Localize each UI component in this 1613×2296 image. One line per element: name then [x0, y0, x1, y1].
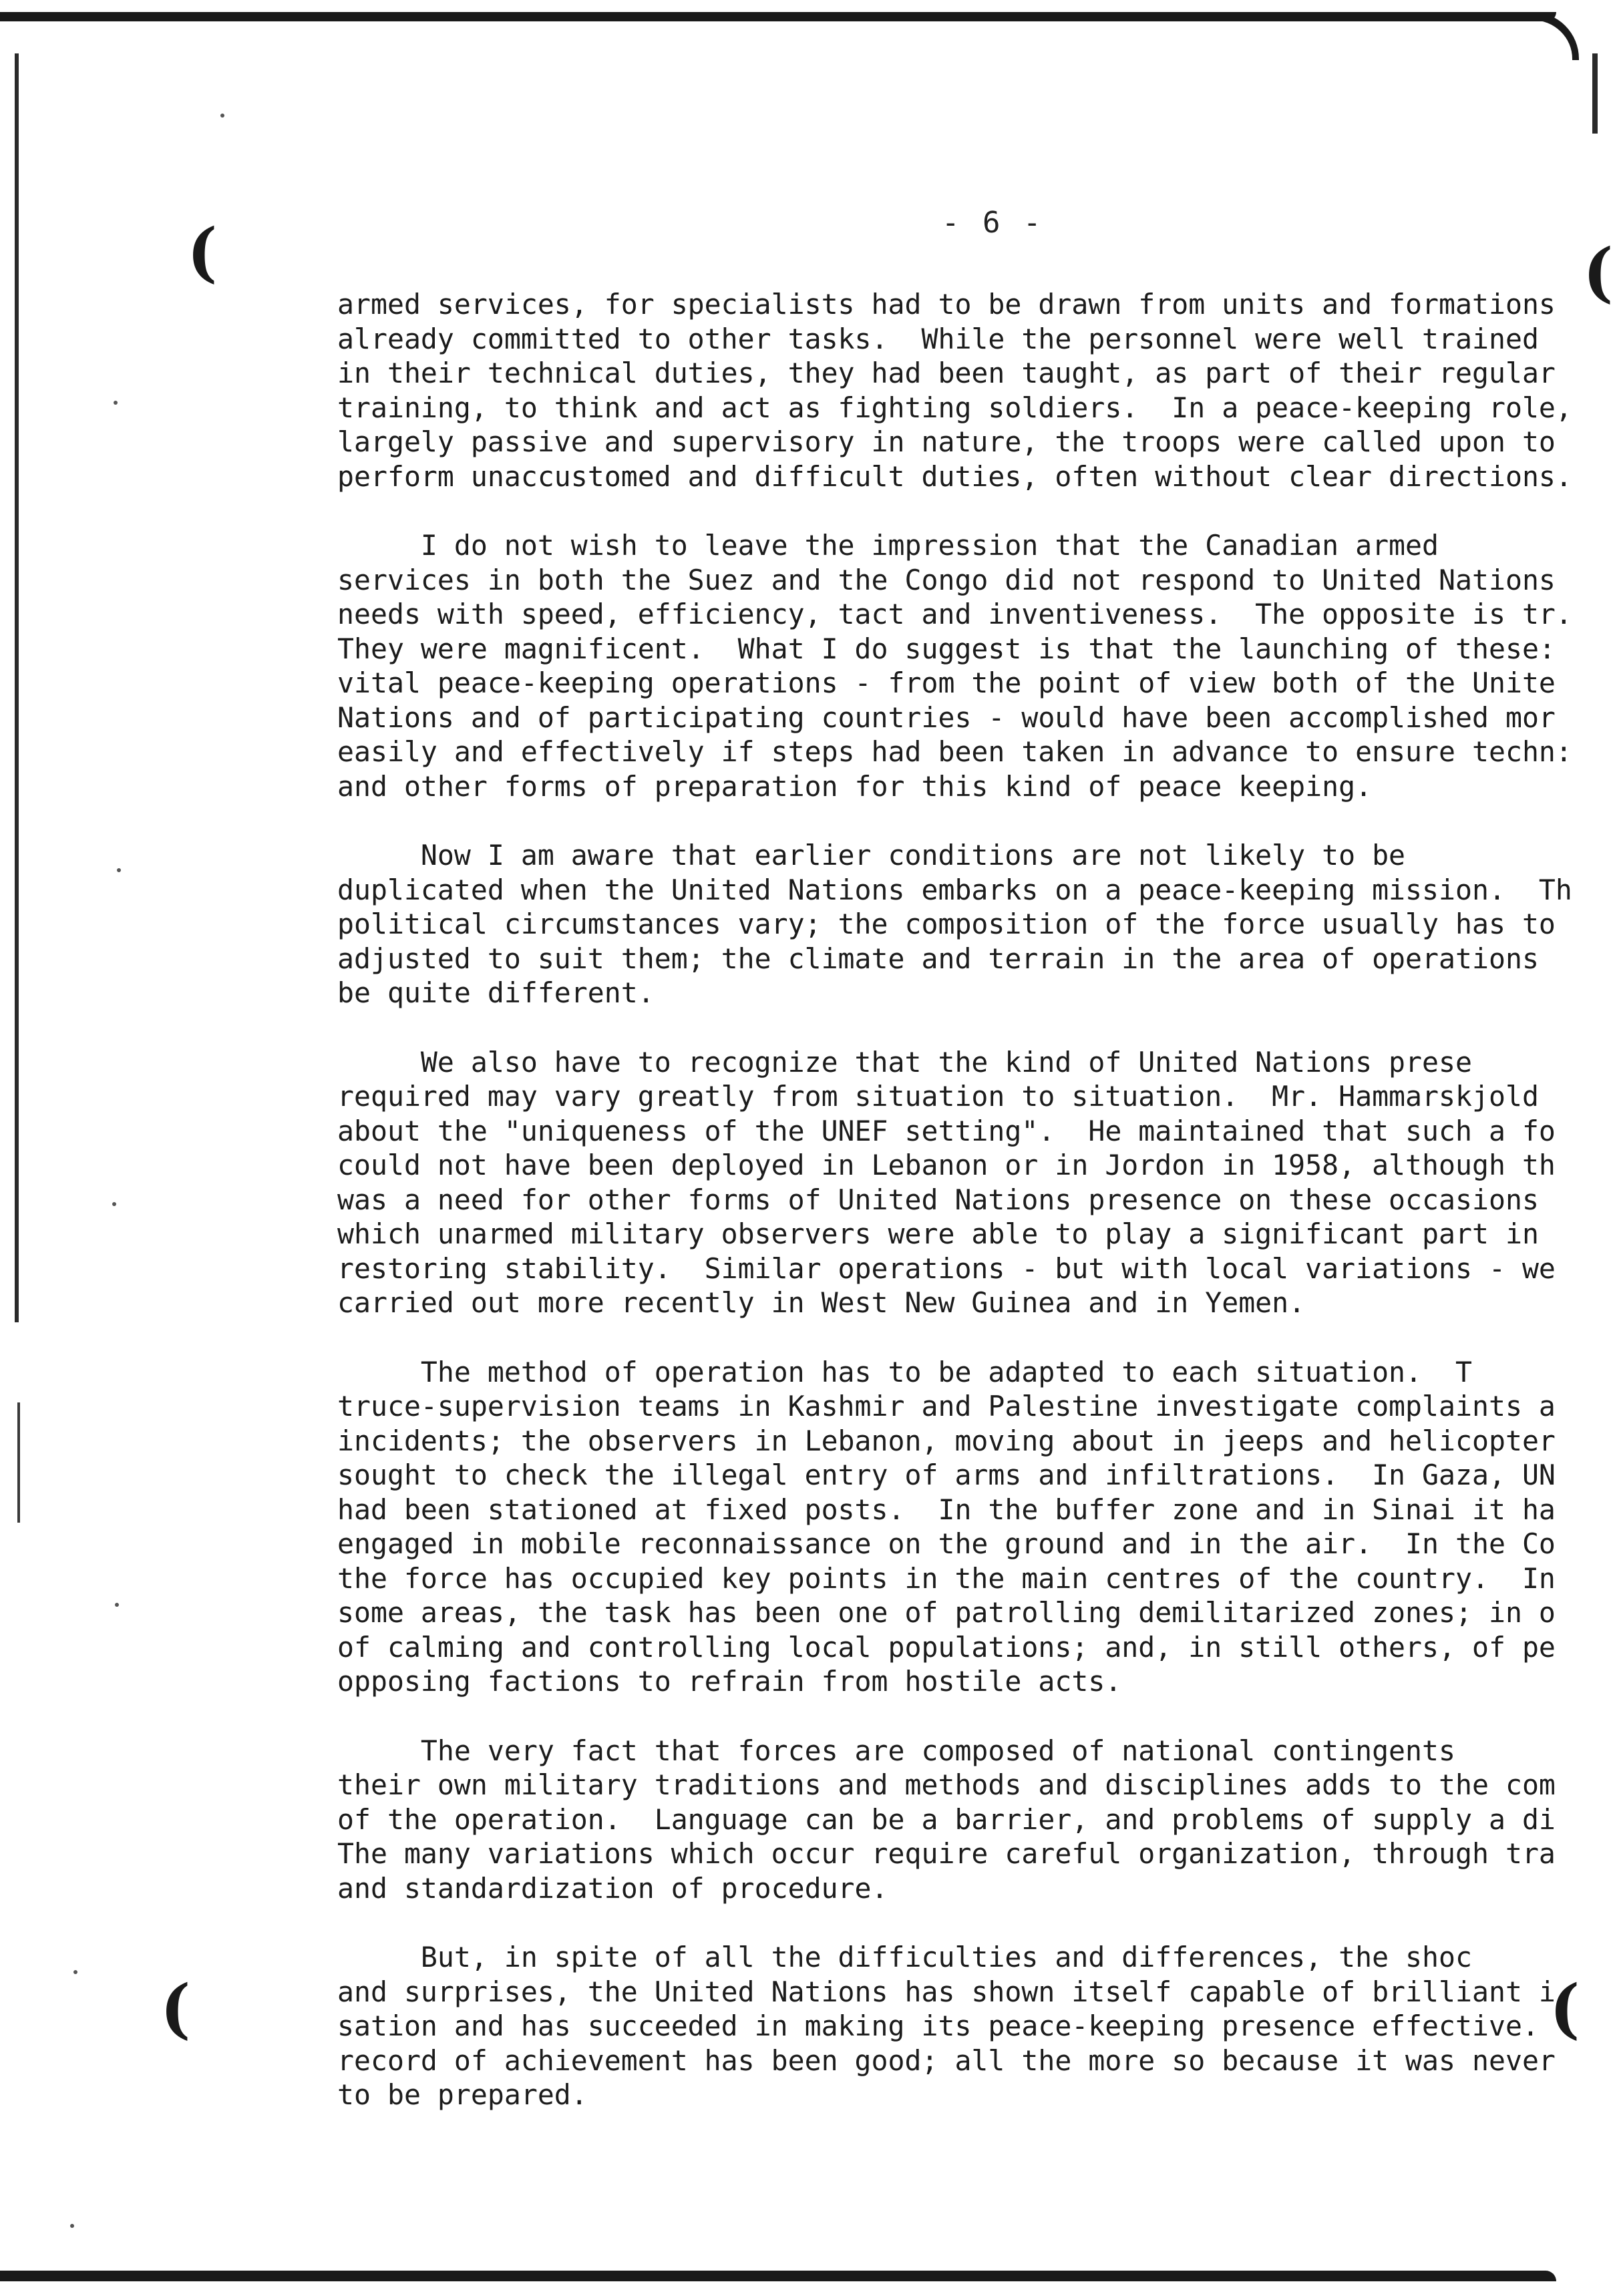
binder-mark: (	[1583, 234, 1613, 310]
text-line: could not have been deployed in Lebanon or in Jordon in 1958, although th	[337, 1149, 1556, 1181]
text-line: needs with speed, efficiency, tact and inventiveness. The opposite is tr.	[337, 598, 1572, 630]
paragraph-gap	[337, 1905, 1606, 1940]
paragraph-gap	[337, 1320, 1606, 1355]
text-line: and standardization of procedure.	[337, 1871, 888, 1905]
text-line: The method of operation has to be adapted to each situation. T	[337, 1355, 1472, 1388]
text-line: incidents; the observers in Lebanon, moving about in jeeps and helicopter	[337, 1424, 1556, 1457]
scan-speck	[73, 1970, 77, 1974]
text-line: The many variations which occur require careful organization, through tra	[337, 1837, 1556, 1870]
text-line: some areas, the task has been one of patrolling demilitarized zones; in o	[337, 1596, 1556, 1629]
paragraph-gap	[337, 494, 1606, 528]
text-line: of calming and controlling local populations; and, in still others, of pe	[337, 1630, 1556, 1664]
paragraph	[337, 1355, 1606, 1699]
text-line: truce-supervision teams in Kashmir and Palestine investigate complaints a	[337, 1390, 1556, 1422]
paragraph-gap	[337, 1010, 1606, 1045]
text-line: to be prepared.	[337, 2078, 588, 2111]
text-line: engaged in mobile reconnaissance on the ground and in the air. In the Co	[337, 1527, 1556, 1560]
text-line: already committed to other tasks. While the personnel were well trained	[337, 322, 1539, 355]
text-line: easily and effectively if steps had been taken in advance to ensure techn:	[337, 735, 1572, 768]
text-line: had been stationed at fixed posts. In the buffer zone and in Sinai it ha	[337, 1493, 1556, 1526]
scan-speck	[70, 2224, 74, 2228]
text-line: But, in spite of all the difficulties and differences, the shoc	[337, 1941, 1472, 1973]
text-line: their own military traditions and methods and disciplines adds to the com	[337, 1768, 1556, 1801]
body-text	[337, 287, 1606, 2112]
text-line: adjusted to suit them; the climate and terrain in the area of operations	[337, 942, 1539, 975]
scan-left-edge-lower	[17, 1402, 20, 1523]
text-line: restoring stability. Similar operations - but with local variations - we	[337, 1252, 1556, 1285]
text-line: services in both the Suez and the Congo did not respond to United Nations	[337, 563, 1556, 596]
text-line: vital peace-keeping operations - from the point of view both of the Unite	[337, 666, 1556, 699]
text-line: training, to think and act as fighting soldiers. In a peace-keeping role,	[337, 391, 1572, 424]
paragraph	[337, 1045, 1606, 1320]
text-line: Now I am aware that earlier conditions are not likely to be	[337, 839, 1406, 872]
paragraph-gap	[337, 803, 1606, 838]
text-line: The very fact that forces are composed of national contingents	[337, 1734, 1456, 1767]
text-line: We also have to recognize that the kind of United Nations prese	[337, 1045, 1472, 1079]
text-line: in their technical duties, they had been taught, as part of their regular	[337, 357, 1556, 389]
text-line: record of achievement has been good; all the more so because it was never	[337, 2044, 1556, 2077]
paragraph	[337, 838, 1606, 1010]
text-line: carried out more recently in West New Guinea and in Yemen.	[337, 1286, 1306, 1319]
text-line: political circumstances vary; the composition of the force usually has to	[337, 908, 1556, 940]
scan-speck	[115, 1603, 119, 1607]
text-line: which unarmed military observers were able to play a significant part in	[337, 1217, 1539, 1250]
paragraph	[337, 1734, 1606, 1906]
paragraph-gap	[337, 1699, 1606, 1734]
text-line: opposing factions to refrain from hostile acts.	[337, 1665, 1122, 1698]
text-line: armed services, for specialists had to be drawn from units and formations	[337, 288, 1556, 321]
page-number: - 6 -	[942, 206, 1044, 240]
paragraph	[337, 528, 1606, 803]
text-line: perform unaccustomed and difficult duties, often without clear directions.	[337, 459, 1572, 493]
scan-top-edge	[0, 12, 1556, 21]
scan-right-edge	[1592, 53, 1598, 134]
text-line: They were magnificent. What I do suggest is that the launching of these:	[337, 632, 1556, 665]
scan-speck	[114, 401, 118, 405]
text-line: and other forms of preparation for this kind of peace keeping.	[337, 769, 1373, 803]
text-line: largely passive and supervisory in nature, the troops were called upon to	[337, 425, 1556, 458]
paragraph	[337, 287, 1606, 494]
scan-speck	[117, 868, 121, 872]
scan-speck	[220, 114, 224, 118]
scan-bottom-edge	[0, 2271, 1556, 2281]
text-line: be quite different.	[337, 976, 655, 1009]
text-line: about the "uniqueness of the UNEF setting". He maintained that such a fo	[337, 1114, 1556, 1147]
binder-mark: (	[1550, 1971, 1580, 2046]
paragraph	[337, 1940, 1606, 2112]
text-line: I do not wish to leave the impression that the Canadian armed	[337, 529, 1439, 562]
binder-mark: (	[187, 214, 218, 290]
scan-left-edge	[15, 53, 19, 1322]
text-line: was a need for other forms of United Nations presence on these occasions	[337, 1183, 1539, 1216]
text-line: sought to check the illegal entry of arms and infiltrations. In Gaza, UN	[337, 1459, 1556, 1491]
text-line: and surprises, the United Nations has shown itself capable of brilliant i	[337, 1975, 1556, 2008]
text-line: Nations and of participating countries - would have been accomplished mor	[337, 701, 1556, 734]
scan-speck	[112, 1202, 116, 1206]
text-line: the force has occupied key points in the main centres of the country. In	[337, 1561, 1556, 1595]
text-line: sation and has succeeded in making its peace-keeping presence effective.	[337, 2010, 1539, 2042]
binder-mark: (	[160, 1971, 191, 2046]
text-line: required may vary greatly from situation to situation. Mr. Hammarskjold	[337, 1080, 1539, 1113]
text-line: of the operation. Language can be a barrier, and problems of supply a di	[337, 1802, 1556, 1836]
text-line: duplicated when the United Nations embarks on a peace-keeping mission. Th	[337, 873, 1572, 906]
scan-page-curl	[1526, 12, 1579, 60]
